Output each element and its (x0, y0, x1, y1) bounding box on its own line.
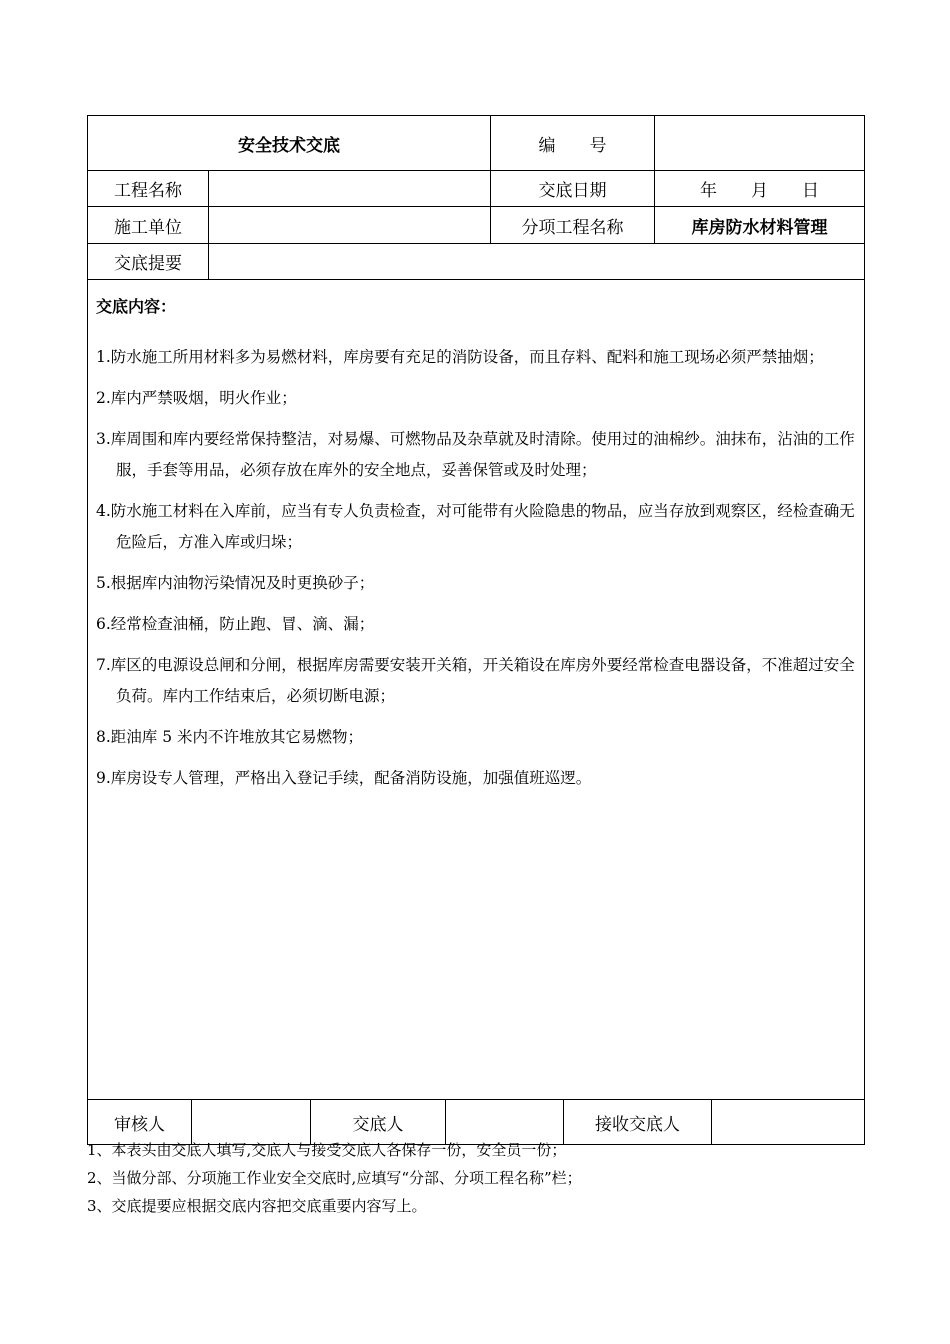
discloser-label: 交底人 (311, 1100, 446, 1145)
content-item: 5.根据库内油物污染情况及时更换砂子； (96, 574, 375, 592)
form-title: 安全技术交底 (88, 116, 491, 171)
subproject-label: 分项工程名称 (491, 207, 655, 244)
number-label: 编 号 (491, 116, 655, 171)
unit-field[interactable] (209, 207, 491, 244)
content-item: 2.库内严禁吸烟，明火作业； (96, 389, 297, 407)
project-name-label: 工程名称 (88, 171, 209, 207)
footnote: 3、交底提要应根据交底内容把交底重要内容写上。 (87, 1197, 427, 1215)
unit-label: 施工单位 (88, 207, 209, 244)
disclosure-form (87, 115, 864, 1145)
reviewer-label: 审核人 (88, 1100, 192, 1145)
content-item: 7.库区的电源设总闸和分闸，根据库房需要安装开关箱，开关箱设在库房外要经常检查电器设备，不准超过安全负荷。库内工作结束后，必须切断电源； (96, 656, 855, 705)
content-item: 1.防水施工所用材料多为易燃材料，库房要有充足的消防设备，而且存料、配料和施工现场必须严禁抽烟； (96, 348, 824, 366)
content-section (88, 280, 865, 1100)
project-name-field[interactable] (209, 171, 491, 207)
date-field[interactable]: 年 月 日 (655, 171, 865, 207)
content-item: 8.距油库 5 米内不许堆放其它易燃物； (96, 728, 364, 746)
summary-label: 交底提要 (88, 244, 209, 280)
summary-field[interactable] (209, 244, 865, 280)
receiver-label: 接收交底人 (564, 1100, 712, 1145)
header-table (87, 115, 865, 1100)
footnote: 2、当做分部、分项施工作业安全交底时,应填写“分部、分项工程名称”栏； (87, 1169, 582, 1187)
content-item: 9.库房设专人管理，严格出入登记手续，配备消防设施，加强值班巡逻。 (96, 769, 592, 787)
content-item: 6.经常检查油桶，防止跑、冒、滴、漏； (96, 615, 375, 633)
content-heading: 交底内容： (96, 297, 177, 316)
footnotes (87, 1136, 887, 1220)
subproject-field[interactable]: 库房防水材料管理 (655, 207, 865, 244)
footnote: 1、本表头由交底人填写,交底人与接受交底人各保存一份，安全员一份； (87, 1141, 567, 1159)
content-item: 3.库周围和库内要经常保持整洁，对易爆、可燃物品及杂草就及时清除。使用过的油棉纱。油抹布，沾油的工作服，手套等用品，必须存放在库外的安全地点，妥善保管或及时处理； (96, 430, 855, 479)
date-label: 交底日期 (491, 171, 655, 207)
number-field[interactable] (655, 116, 865, 171)
content-item: 4.防水施工材料在入库前，应当有专人负责检查，对可能带有火险隐患的物品，应当存放到观察区，经检查确无危险后，方准入库或归垛； (96, 502, 855, 551)
